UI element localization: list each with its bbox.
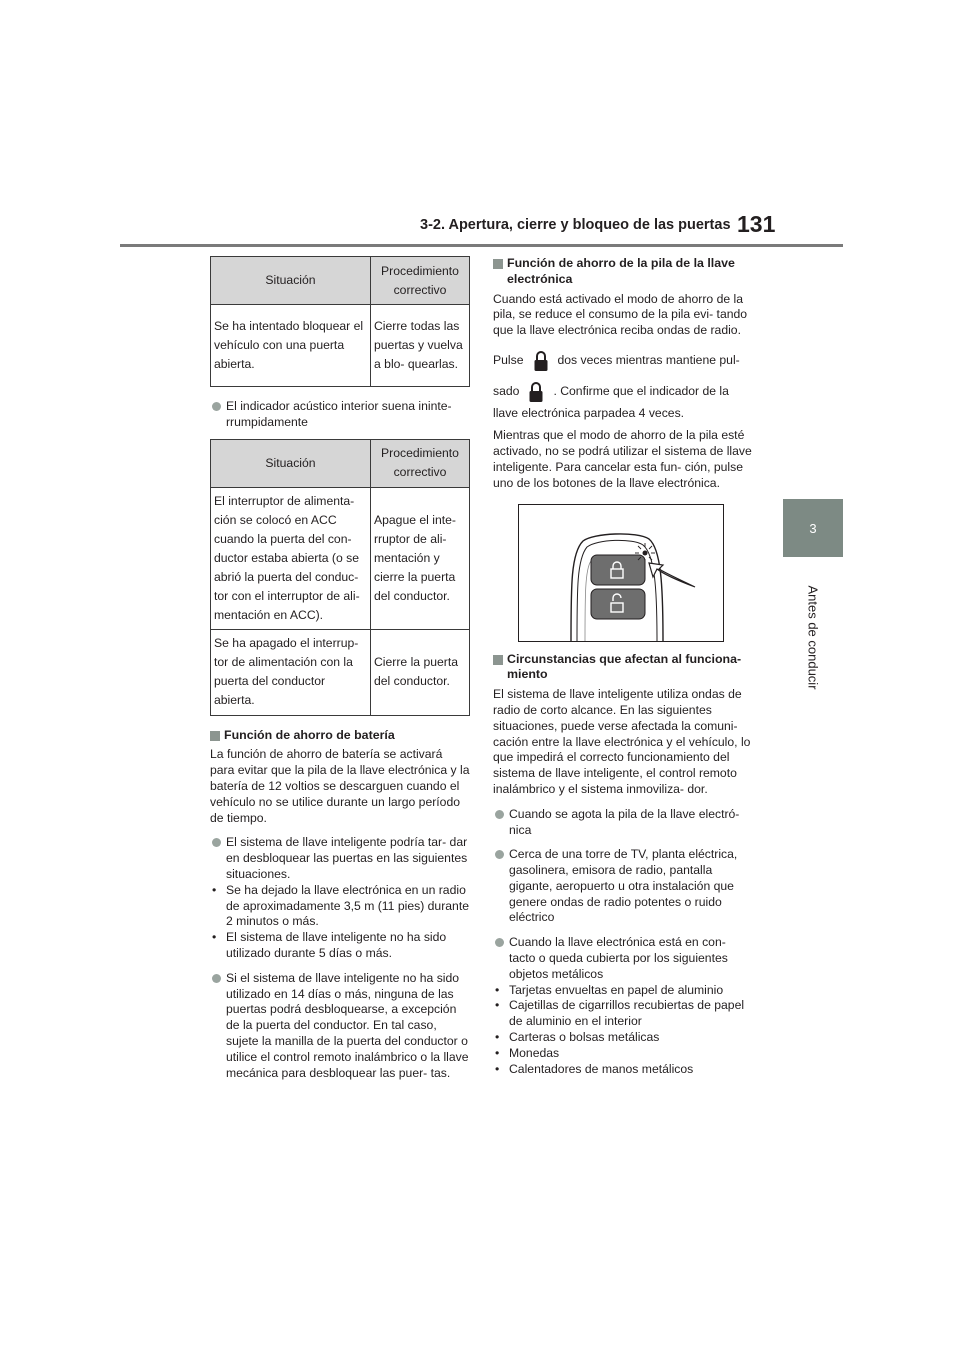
list-dot: • (495, 1045, 500, 1060)
table-header-situation: Situación (211, 257, 371, 305)
confirm-end-text: llave electrónica parpadea 4 veces. (493, 405, 685, 420)
chapter-label: Antes de conducir (805, 584, 821, 690)
confirm-before-text: sado (493, 383, 520, 398)
table-header-procedure: Procedimiento correctivo (371, 439, 470, 487)
list-item-text: Se ha dejado la llave electrónica en un radio de aproximadamente 3,5 m (11 pies) durante 2 minutos o más. (226, 882, 469, 929)
key-fob-drawing (519, 505, 723, 641)
list-dot: • (495, 1030, 500, 1045)
list-dot: • (212, 882, 217, 897)
section-title: 3-2. Apertura, cierre y bloqueo de las puertas (420, 217, 731, 233)
list-item-text: El sistema de llave inteligente no ha sido utilizado durante 5 días o más. (226, 930, 447, 960)
list-item-text: Cajetillas de cigarrillos recubiertas de papel de aluminio en el interior (509, 998, 745, 1029)
list-item-text: Tarjetas envueltas en papel de aluminio (509, 982, 724, 997)
list-item (493, 1030, 755, 1046)
list-item (210, 930, 470, 962)
bullet-buzzer: El indicador acústico interior suena ininte- rrumpidamente (210, 399, 470, 431)
header-divider (120, 244, 843, 247)
table-cell-procedure: Cierre la puerta del conductor. (371, 629, 470, 715)
battery-saver-bullet-1: El sistema de llave inteligente podría tar- dar en desbloquear las puertas en las siguientes situaciones. (210, 835, 470, 882)
list-item (210, 883, 470, 930)
table-cell-situation: Se ha intentado bloquear el vehículo con una puerta abierta. (211, 305, 371, 387)
confirm-instruction (493, 379, 755, 404)
press-after-text: dos veces mientras mantiene pul- (557, 352, 740, 367)
table-cell-procedure: Cierre todas las puertas y vuelva a blo- quearlas. (371, 305, 470, 387)
list-item-text: Calentadores de manos metálicos (509, 1061, 694, 1076)
press-instruction (493, 348, 755, 373)
table-cell-situation: Se ha apagado el interrup- tor de alimentación con la puerta del conductor abierta. (211, 629, 371, 715)
list-item (493, 998, 755, 1030)
situation-table-1 (210, 256, 470, 387)
table-cell-situation: El interruptor de alimenta- ción se colocó en ACC cuando la puerta del con- ductor estaba abierta (o se abrió la puerta del conduc- tor con el interruptor de ali- mentación en ACC). (211, 487, 371, 629)
table-header-row (211, 439, 470, 487)
table-row (211, 305, 470, 387)
circumstances-bullet-2: Cerca de una torre de TV, planta eléctrica, gasolinera, emisora de radio, pantalla gigante, aeropuerto u otra instalación que genere ondas de radio potentes o ruido eléctrico (493, 847, 755, 926)
circumstances-heading: Circunstancias que afectan al funciona- miento (493, 652, 755, 684)
circumstances-bullet-1: Cuando se agota la pila de la llave electró- nica (493, 807, 755, 839)
lock-button-icon (527, 380, 545, 404)
table-header-row (211, 257, 470, 305)
table-row (211, 629, 470, 715)
table-header-procedure: Procedimiento correctivo (371, 257, 470, 305)
table-header-situation: Situación (211, 439, 371, 487)
circumstances-intro: El sistema de llave inteligente utiliza ondas de radio de corto alcance. En las siguientes situaciones, puede verse afectada la comuni- cación entre la llave electrónica y el vehículo, lo que impedirá el correcto funcionamiento del sistema de llave inteligente, el control remoto inalámbrico y el sistema inmoviliza- dor. (493, 687, 751, 796)
chapter-tab[interactable] (783, 499, 843, 557)
lock-button-icon (532, 349, 550, 373)
list-dot: • (495, 982, 500, 997)
list-dot: • (495, 1061, 500, 1076)
press-before-text: Pulse (493, 352, 524, 367)
page-number: 131 (737, 211, 776, 237)
key-fob-illustration (518, 504, 724, 642)
list-item (493, 983, 755, 999)
left-column (210, 256, 470, 1081)
list-item-text: Monedas (509, 1045, 560, 1060)
chapter-side-label (783, 567, 843, 707)
table-row (211, 487, 470, 629)
right-column (493, 256, 755, 1077)
key-battery-saver-heading: Función de ahorro de la pila de la llave electrónica (493, 256, 755, 288)
circumstances-bullet-3: Cuando la llave electrónica está en con- tacto o queda cubierta por los siguientes objetos metálicos (493, 935, 755, 982)
list-item (493, 1062, 755, 1078)
list-dot: • (495, 998, 500, 1013)
chapter-number: 3 (809, 520, 817, 536)
battery-saver-heading: Función de ahorro de batería (210, 728, 470, 744)
battery-saver-intro: La función de ahorro de batería se activará para evitar que la pila de la llave electrónica y la batería de 12 voltios se descarguen cuando el vehículo no se utilice durante un largo período de tiempo. (210, 747, 470, 825)
battery-saver-bullet-2: Si el sistema de llave inteligente no ha sido utilizado en 14 días o más, ninguna de las puertas podrá desbloquearse, a excepción de la puerta del conductor. En tal caso, sujete la manilla de la puerta del conductor o utilice el control remoto inalámbrico o la llave mecánica para desbloquear las puer- tas. (210, 971, 470, 1082)
list-dot: • (212, 930, 217, 945)
situation-table-2 (210, 439, 470, 716)
list-item (493, 1046, 755, 1062)
table-cell-procedure: Apague el inte- rruptor de ali- mentación y cierre la puerta del conductor. (371, 487, 470, 629)
key-battery-saver-active-text: Mientras que el modo de ahorro de la pila esté activado, no se podrá utilizar el sistema de llave inteligente. Para cancelar esta fun- ción, pulse uno de los botones de la llave electrónica. (493, 428, 752, 490)
key-battery-saver-intro: Cuando está activado el modo de ahorro de la pila, se reduce el consumo de la pila evi- tando que la llave electrónica reciba ondas de radio. (493, 291, 748, 338)
confirm-after-text: . Confirme que el indicador de la (553, 383, 729, 398)
list-item-text: Carteras o bolsas metálicas (509, 1030, 660, 1045)
